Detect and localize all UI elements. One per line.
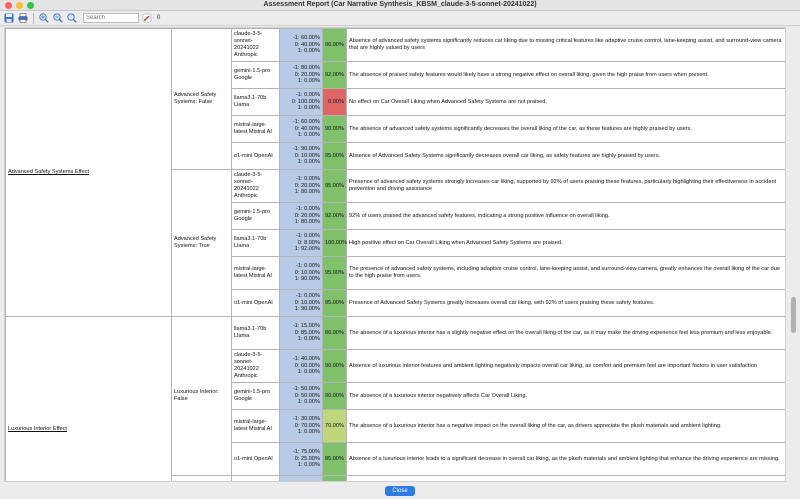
distribution-line: -1: 90.00% [292, 145, 320, 152]
distribution-line: -1: 40.00% [292, 355, 320, 362]
distribution-line: 0: 10.00% [294, 152, 320, 159]
model-name: o1-mini OpenAI [232, 143, 280, 170]
report-table-container[interactable] [4, 27, 786, 482]
condition-label: Advanced Safety Systems: True [172, 170, 232, 317]
broom-icon [142, 13, 152, 23]
zoom-reset-button[interactable] [66, 12, 78, 24]
distribution-line: 0: 8.00% [297, 239, 320, 246]
distribution-line: 0: 10.00% [294, 299, 320, 306]
zoom-in-icon [39, 13, 49, 23]
score-cell: 95.00% [323, 257, 347, 290]
score-cell: 92.00% [323, 62, 347, 89]
distribution-line: -1: 0.00% [296, 232, 320, 239]
explanation-cell: The presence of advanced safety systems, including adaptive cruise control, lane-keeping assist, and surround-view camera, greatly enhances the overall liking of the car due to the high praise from users. [347, 257, 787, 290]
distribution-line: 1: 0.00% [297, 429, 320, 436]
distribution-line: 1: 90.00% [294, 276, 320, 283]
toolbar-separator [33, 13, 34, 24]
distribution-cell [280, 143, 323, 170]
zoom-out-button[interactable] [52, 12, 64, 24]
distribution-line: 0: 100.00% [291, 98, 320, 105]
explanation-cell: No effect on Car Overall Liking when Advanced Safety Systems are not praised. [347, 89, 787, 116]
distribution-line: 1: 90.00% [294, 306, 320, 313]
distribution-cell [280, 350, 323, 383]
distribution-line: -1: 15.00% [292, 322, 320, 329]
vertical-scrollbar[interactable] [789, 27, 798, 482]
model-name: llama3.1-70b Llama [232, 317, 280, 350]
score-cell: 100.00% [323, 230, 347, 257]
model-name: llama3.1-70b Llama [232, 230, 280, 257]
match-count: 0 [157, 15, 161, 21]
distribution-line: 0: 40.00% [294, 41, 320, 48]
score-cell: 95.00% [323, 143, 347, 170]
title-bar [0, 0, 800, 11]
distribution-cell [280, 203, 323, 230]
explanation-cell: Absence of Advanced Safety Systems significantly decreases overall car liking, as safety features are highly praised by users. [347, 143, 787, 170]
score-cell: 90.00% [323, 383, 347, 410]
distribution-line: -1: 0.00% [296, 205, 320, 212]
distribution-line: 1: 0.00% [297, 399, 320, 406]
report-table [5, 28, 786, 482]
search-input[interactable] [83, 13, 139, 23]
distribution-line: 0: 40.00% [294, 125, 320, 132]
footer [0, 482, 800, 499]
distribution-line: -1: 75.00% [292, 448, 320, 455]
explanation-cell: Presence of Advanced Safety Systems greatly increases overall car liking, with 92% of users praising these safety features. [347, 290, 787, 317]
model-name: mistral-large-latest Mistral AI [232, 116, 280, 143]
score-cell: 0.00% [323, 89, 347, 116]
distribution-line: -1: 0.00% [296, 91, 320, 98]
model-name: mistral-large-latest Mistral AI [232, 410, 280, 443]
distribution-line: 1: 0.00% [297, 132, 320, 139]
model-name: o1-mini OpenAI [232, 290, 280, 317]
explanation-cell: High positive effect on Car Overall Liking when Advanced Safety Systems are praised. [347, 230, 787, 257]
distribution-line: 0: 20.00% [294, 212, 320, 219]
explanation-cell: Absence of advanced safety systems significantly reduces car liking due to missing critical features like adaptive cruise control, lane-keeping assist, and surround-view camera that are highly valued by users [347, 29, 787, 62]
distribution-line: 1: 0.00% [297, 48, 320, 55]
explanation-cell: The absence of a luxurious interior has a slightly negative effect on the overall liking of the car, as it may make the driving experience feel less premium and less enjoyable. [347, 317, 787, 350]
score-cell: 80.00% [323, 317, 347, 350]
scrollbar-thumb[interactable] [791, 297, 796, 333]
close-button[interactable]: Close [385, 486, 415, 496]
distribution-cell [280, 62, 323, 89]
model-name: o1-mini OpenAI [232, 443, 280, 476]
distribution-line: 0: 20.00% [294, 71, 320, 78]
distribution-line: 0: 10.00% [294, 269, 320, 276]
distribution-cell [280, 29, 323, 62]
toolbar [0, 11, 800, 26]
model-name: claude-3-5-sonnet-20241022 Anthropic [232, 29, 280, 62]
distribution-cell [280, 410, 323, 443]
score-cell: 95.00% [323, 170, 347, 203]
distribution-line: 1: 80.00% [294, 219, 320, 226]
distribution-line: 1: 0.00% [297, 462, 320, 469]
distribution-line: 1: 0.00% [297, 159, 320, 166]
effect-label: Advanced Safety Systems Effect [6, 29, 172, 317]
distribution-cell [280, 383, 323, 410]
explanation-cell: The absence of a luxurious interior has a negative impact on the overall liking of the car, as drivers appreciate the plush materials and ambient lighting. [347, 410, 787, 443]
model-name: gemini-1.5-pro Google [232, 383, 280, 410]
distribution-cell [280, 290, 323, 317]
score-cell: 90.00% [323, 29, 347, 62]
explanation-cell: 92% of users praised the advanced safety features, indicating a strong positive influence on overall liking. [347, 203, 787, 230]
distribution-cell [280, 230, 323, 257]
distribution-line: 1: 0.00% [297, 336, 320, 343]
distribution-line: -1: 0.00% [296, 262, 320, 269]
print-button[interactable] [17, 12, 29, 24]
table-row [6, 29, 787, 62]
score-cell: 90.00% [323, 116, 347, 143]
distribution-cell [280, 170, 323, 203]
distribution-cell [280, 443, 323, 476]
distribution-line: -1: 60.00% [292, 34, 320, 41]
zoom-reset-icon [67, 13, 77, 23]
distribution-line: -1: 80.00% [292, 64, 320, 71]
explanation-cell: The absence of praised safety features would likely have a strong negative effect on overall liking, given the high praise from users when present. [347, 62, 787, 89]
distribution-cell [280, 89, 323, 116]
distribution-cell [280, 116, 323, 143]
score-cell: 70.00% [323, 410, 347, 443]
distribution-line: 0: 85.00% [294, 329, 320, 336]
effect-label: Luxurious Interior Effect [6, 317, 172, 483]
condition-label: Advanced Safety Systems: False [172, 29, 232, 170]
distribution-line: 0: 50.00% [294, 392, 320, 399]
distribution-line: -1: 50.00% [292, 385, 320, 392]
distribution-line: 1: 0.00% [297, 78, 320, 85]
condition-label: Luxurious Interior: False [172, 317, 232, 476]
distribution-line: 1: 80.00% [294, 189, 320, 196]
distribution-line: 1: 0.00% [297, 105, 320, 112]
distribution-line: -1: 30.00% [292, 415, 320, 422]
window-title: Assessment Report (Car Narrative Synthesis_KBSM_claude-3-5-sonnet-20241022) [263, 1, 537, 8]
print-icon [18, 13, 28, 23]
explanation-cell: The absence of advanced safety systems significantly decreases the overall liking of the car, as these features are highly praised by users. [347, 116, 787, 143]
save-button[interactable] [3, 12, 15, 24]
distribution-line: -1: 60.00% [292, 118, 320, 125]
model-name: claude-3-5-sonnet-20241022 Anthropic [232, 170, 280, 203]
model-name: mistral-large-latest Mistral AI [232, 257, 280, 290]
score-cell: 90.00% [323, 350, 347, 383]
score-cell: 95.00% [323, 290, 347, 317]
explanation-cell: The absence of a luxurious interior negatively affects Car Overall Liking. [347, 383, 787, 410]
distribution-line: 0: 20.00% [294, 182, 320, 189]
model-name: claude-3-5-sonnet-20241022 Anthropic [232, 350, 280, 383]
model-name: gemini-1.5-pro Google [232, 62, 280, 89]
distribution-cell [280, 317, 323, 350]
save-icon [4, 13, 14, 23]
distribution-line: 0: 70.00% [294, 422, 320, 429]
explanation-cell: Absence of a luxurious interior leads to a significant decrease in overall car liking, as the plush materials and ambient lighting that enhance the driving experience are missing. [347, 443, 787, 476]
zoom-out-icon [53, 13, 63, 23]
distribution-cell [280, 257, 323, 290]
explanation-cell: Presence of advanced safety systems strongly increases car liking, supported by 92% of users praising these features, particularly highlighting their effectiveness in accident prevention and driving assistance [347, 170, 787, 203]
distribution-line: 0: 25.00% [294, 455, 320, 462]
distribution-line: 1: 92.00% [294, 246, 320, 253]
distribution-line: -1: 0.00% [296, 175, 320, 182]
model-name: llama3.1-70b Llama [232, 89, 280, 116]
distribution-line: 1: 0.00% [297, 369, 320, 376]
clear-search-button[interactable] [141, 12, 153, 24]
zoom-in-button[interactable] [38, 12, 50, 24]
table-row [6, 317, 787, 350]
model-name: gemini-1.5-pro Google [232, 203, 280, 230]
distribution-line: -1: 0.00% [296, 292, 320, 299]
score-cell: 92.00% [323, 203, 347, 230]
distribution-line: 0: 60.00% [294, 362, 320, 369]
score-cell: 85.00% [323, 443, 347, 476]
explanation-cell: Absence of luxurious interior features and ambient lighting negatively impacts overall car liking, as comfort and premium feel are important factors in user satisfaction [347, 350, 787, 383]
